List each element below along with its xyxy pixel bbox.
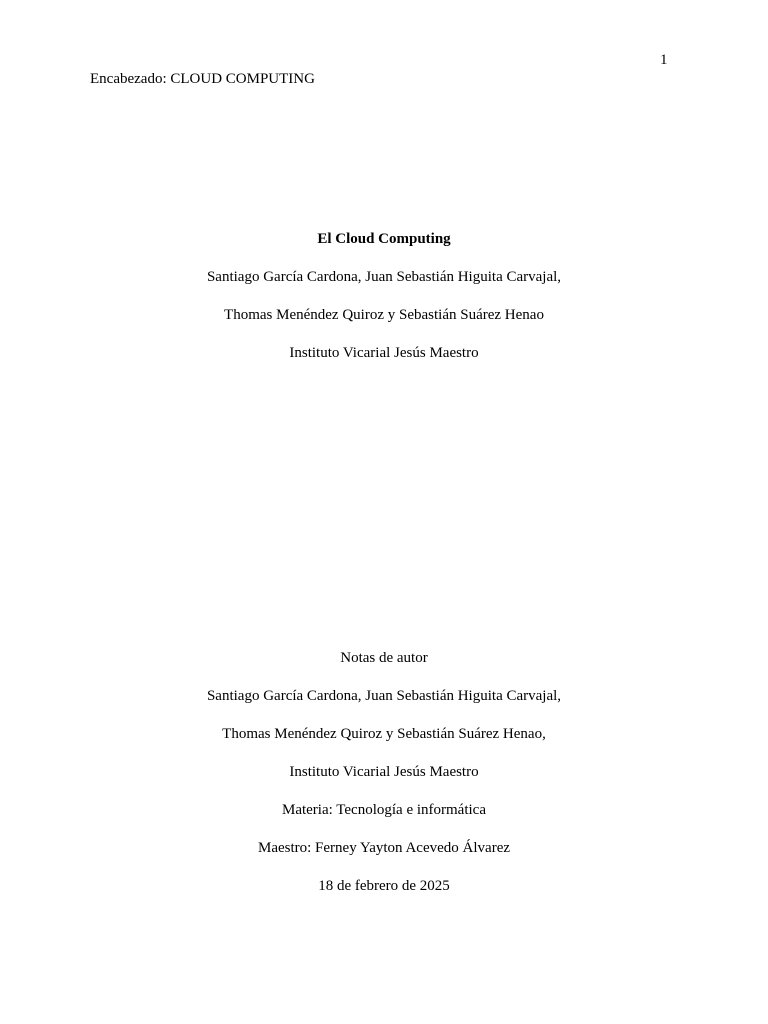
authors-line-2: Thomas Menéndez Quiroz y Sebastián Suárez Henao xyxy=(224,307,544,323)
author-note-heading: Notas de autor xyxy=(340,650,428,666)
teacher-line: Maestro: Ferney Yayton Acevedo Álvarez xyxy=(257,840,511,856)
institution-affiliation: Instituto Vicarial Jesús Maestro xyxy=(289,345,479,361)
date-line: 18 de febrero de 2025 xyxy=(318,878,450,894)
page-number: 1 xyxy=(660,52,668,68)
document-title: El Cloud Computing xyxy=(317,231,451,247)
running-head: Encabezado: CLOUD COMPUTING xyxy=(90,71,315,87)
subject-line: Materia: Tecnología e informática xyxy=(281,802,486,818)
author-note-authors-line-2: Thomas Menéndez Quiroz y Sebastián Suárez Henao, xyxy=(222,726,546,742)
authors-line-1: Santiago García Cardona, Juan Sebastián Higuita Carvajal, xyxy=(206,269,562,285)
author-note-authors-line-1: Santiago García Cardona, Juan Sebastián Higuita Carvajal, xyxy=(206,688,562,704)
author-note-institution: Instituto Vicarial Jesús Maestro xyxy=(289,764,479,780)
